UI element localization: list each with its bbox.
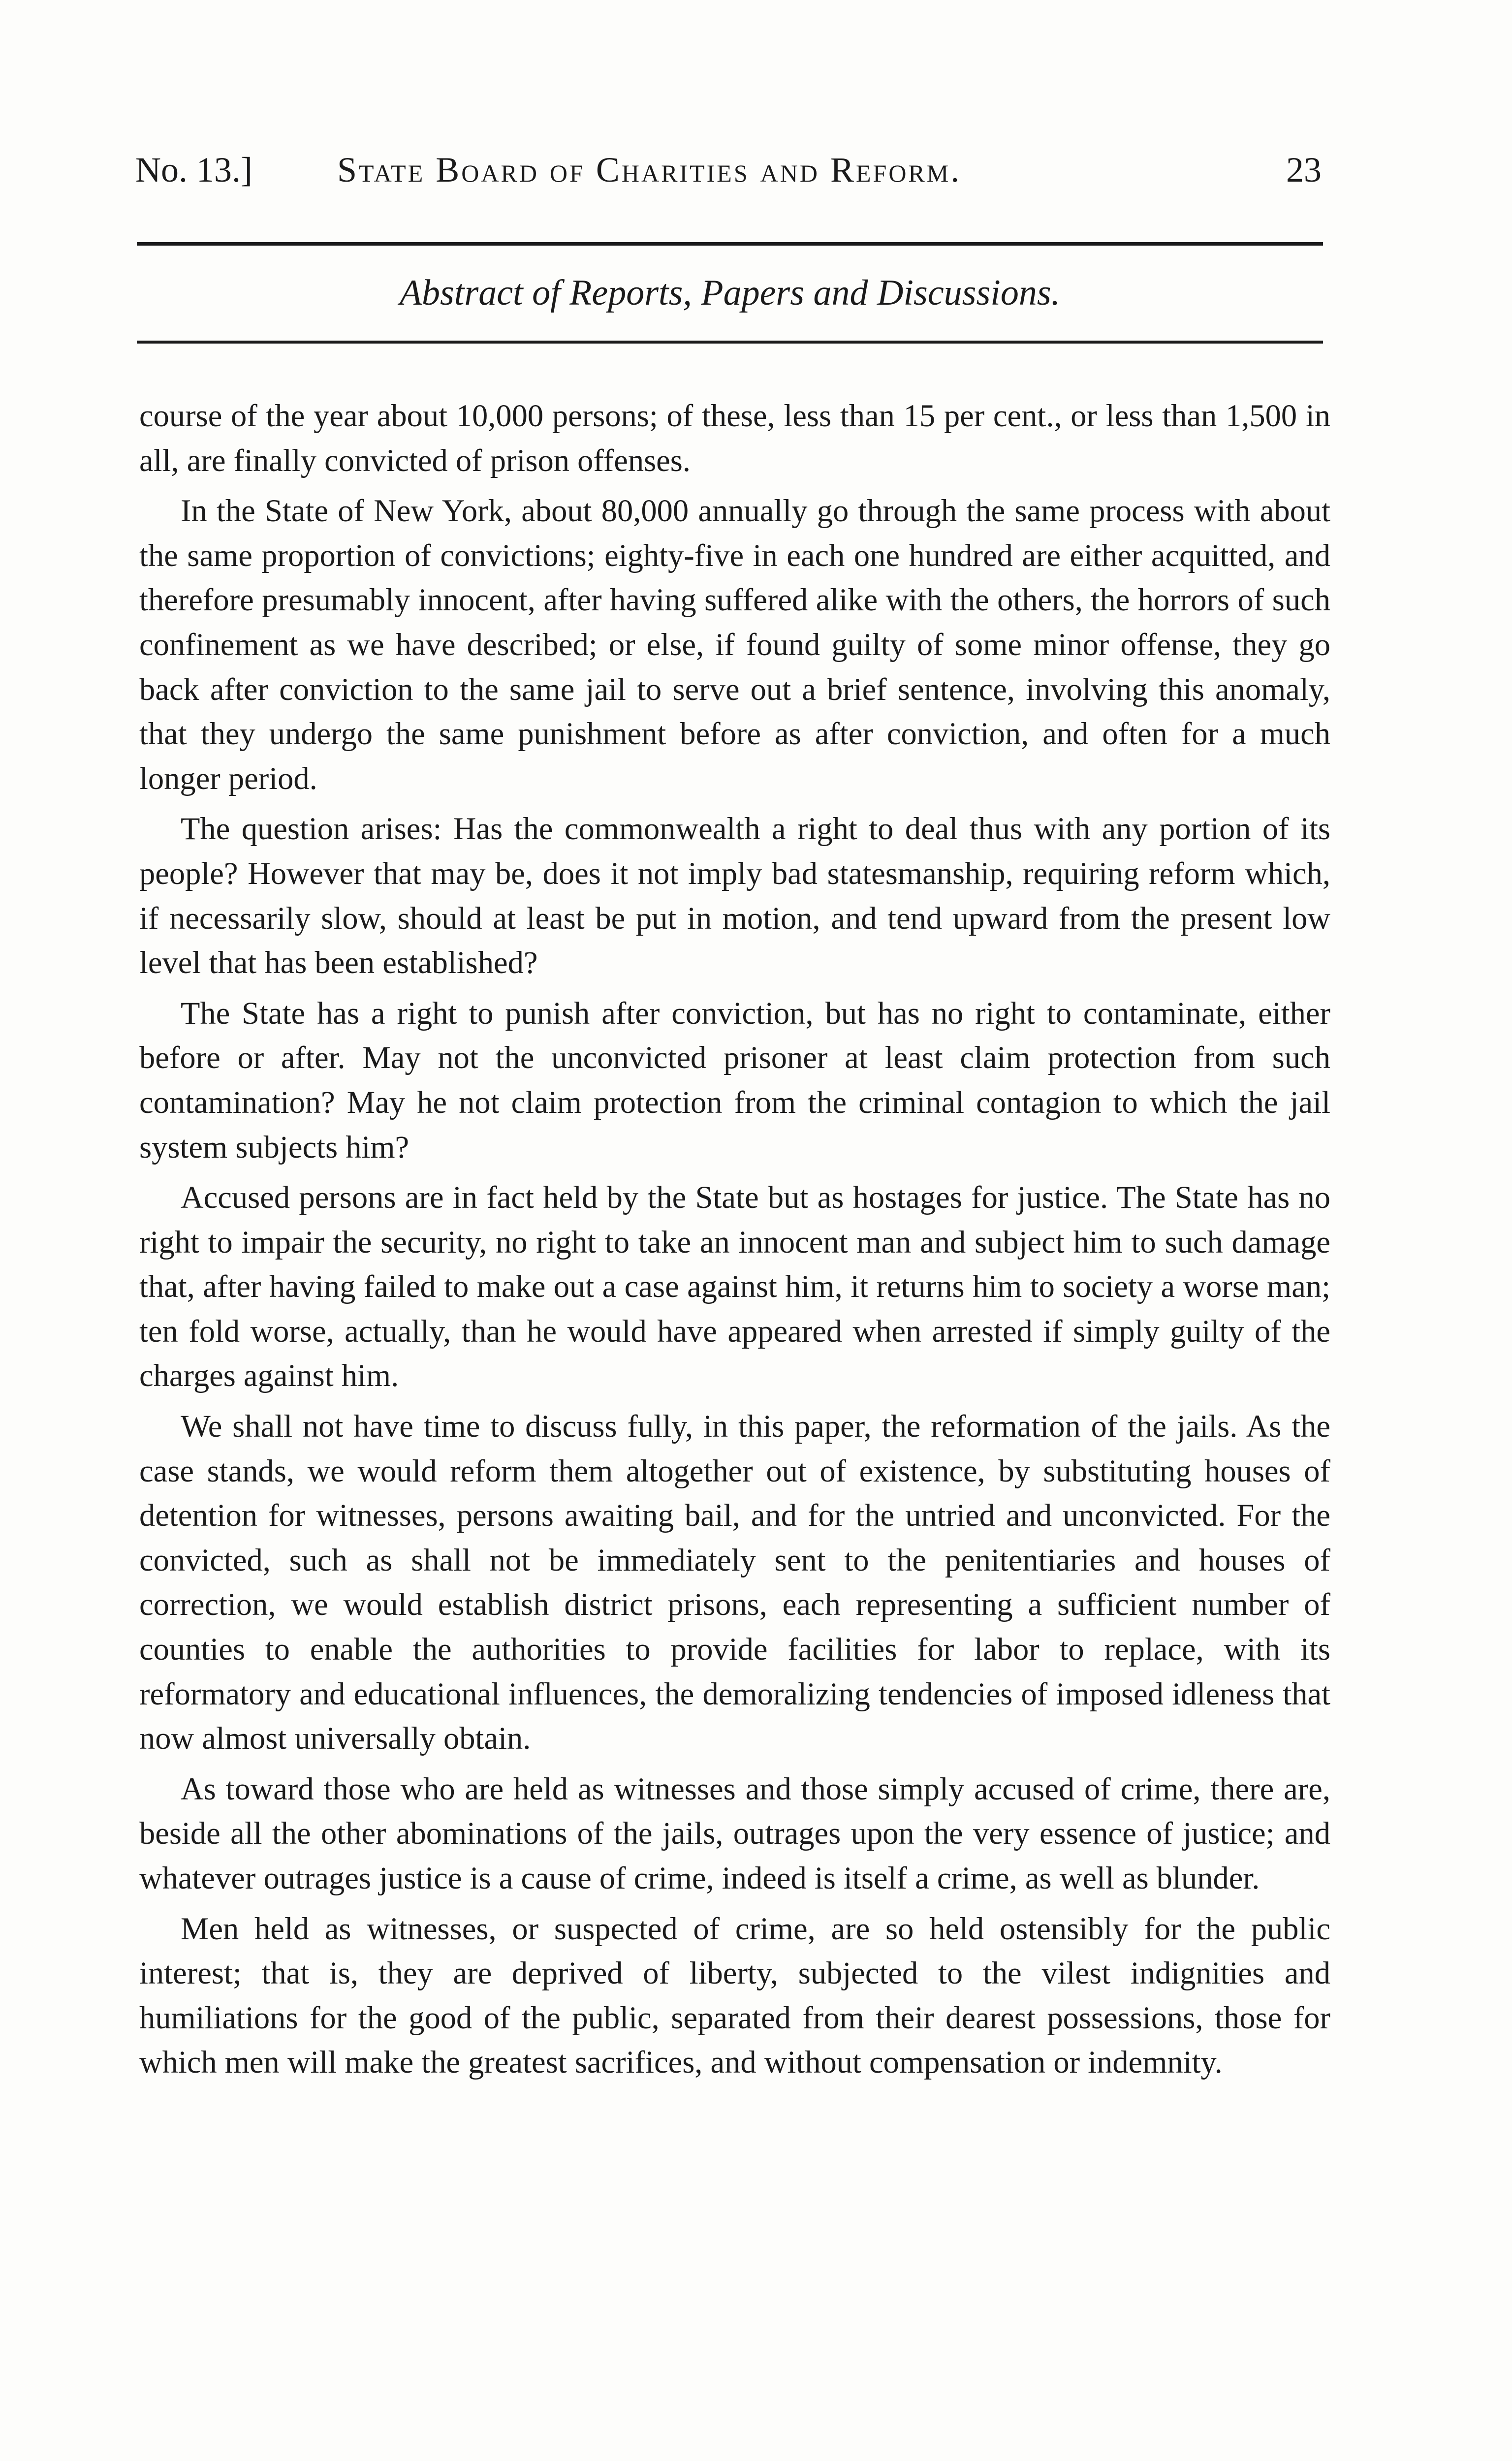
paragraph: As toward those who are held as witnesses and those simply accused of crime, there are, beside all the other abominations of the jails, outrages upon the very essence of justice; and whatever outrages justice is a cause of crime, indeed is itself a crime, as well as blunder. [139,1771,1330,1895]
running-title: State Board of Charities and Reform. [337,150,962,189]
paragraph: In the State of New York, about 80,000 annually go through the same process with about the same proportion of convictions; eighty-five in each one hundred are either acquitted, and therefore presumably innocent, after having suffered alike with the others, the horrors of such confinement as we have described; or else, if found guilty of some minor offense, they go back after conviction to the same jail to serve out a brief sentence, involving this anomaly, that they undergo the same punishment before as after conviction, and often for a much longer period. [139,493,1330,796]
body-text [139,394,1330,2091]
paragraph: The question arises: Has the commonwealth a right to deal thus with any portion of its people? However that may be, does it not imply bad statesmanship, requiring reform which, if necessarily slow, should at least be put in motion, and tend upward from the present low level that has been established? [139,811,1330,980]
header-rule-bottom [137,341,1323,344]
paragraph-continued: course of the year about 10,000 persons; of these, less than 15 per cent., or less than 1,500 in all, are finally convicted of prison offenses. [139,398,1330,478]
paragraph: The State has a right to punish after conviction, but has no right to contaminate, either before or after. May not the unconvicted prisoner at least claim protection from such contamination? May he not claim protection from the criminal contagion to which the jail system subjects him? [139,995,1330,1165]
document-number: No. 13.] [135,150,252,189]
paragraph: Accused persons are in fact held by the State but as hostages for justice. The State has no right to impair the security, no right to take an innocent man and subject him to such damage that, after having failed to make out a case against him, it returns him to society a worse man; ten fold worse, actually, than he would have appeared when arrested if simply guilty of the charges against him. [139,1180,1330,1393]
page-number: 23 [1286,150,1322,189]
header-rule-top [137,242,1323,246]
running-header [135,148,1322,192]
section-subheader: Abstract of Reports, Papers and Discussions. [399,273,1061,313]
paragraph: We shall not have time to discuss fully, in this paper, the reformation of the jails. As the case stands, we would reform them altogether out of existence, by substituting houses of detention for witnesses, persons awaiting bail, and for the untried and unconvicted. For the convicted, such as shall not be immediately sent to the penitentiaries and houses of correction, we would establish district prisons, each representing a sufficient number of counties to enable the authorities to provide facilities for labor to replace, with its reformatory and educational influences, the demoralizing tendencies of imposed idleness that now almost universally obtain. [139,1409,1330,1756]
paragraph: Men held as witnesses, or suspected of crime, are so held ostensibly for the public interest; that is, they are deprived of liberty, subjected to the vilest indignities and humiliations for the good of the public, separated from their dearest possessions, those for which men will make the greatest sacrifices, and without compensation or indemnity. [139,1911,1330,2080]
